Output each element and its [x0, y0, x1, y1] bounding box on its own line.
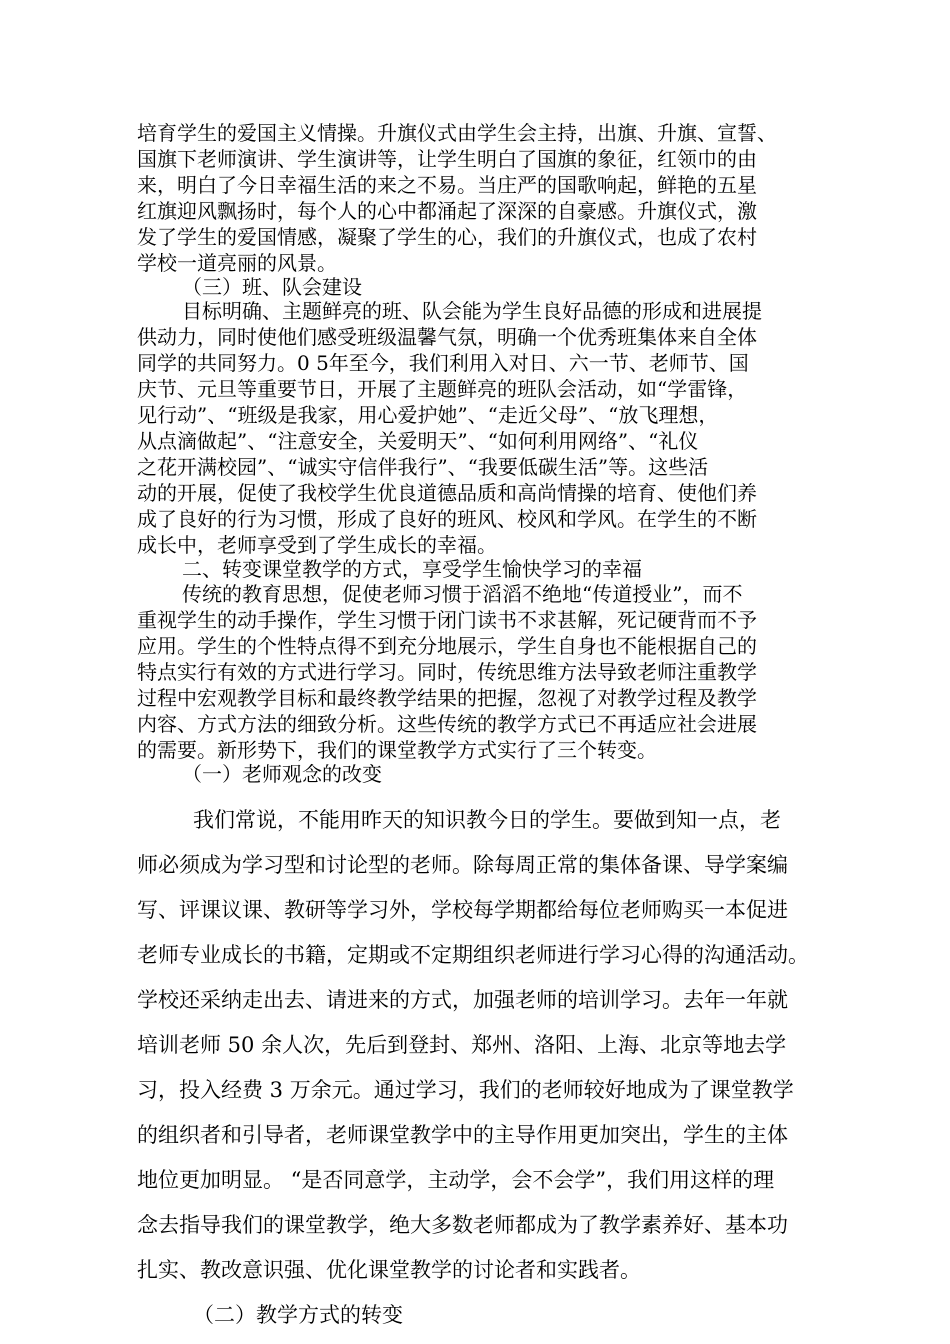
paragraph-line: 发了学生的爱国情感，凝聚了学生的心，我们的升旗仪式，也成了农村	[137, 225, 757, 249]
paragraph-line: 来，明白了今日幸福生活的来之不易。当庄严的国歌响起，鲜艳的五星	[137, 173, 757, 197]
paragraph-line: 供动力，同时使他们感受班级温馨气氛，明确一个优秀班集体来自全体	[137, 325, 757, 349]
paragraph-line: 重视学生的动手操作，学生习惯于闭门读书不求甚解，死记硬背而不予	[137, 608, 757, 632]
paragraph-line: 扎实、教改意识强、优化课堂教学的讨论者和实践者。	[137, 1258, 641, 1282]
paragraph-line: 习，投入经费 3 万余元。通过学习，我们的老师较好地成为了课堂教学	[137, 1078, 794, 1102]
paragraph-line: 过程中宏观教学目标和最终教学结果的把握，忽视了对教学过程及教学	[137, 686, 757, 710]
section-heading: （一）老师观念的改变	[182, 762, 382, 786]
paragraph-line: 特点实行有效的方式进行学习。同时，传统思维方法导致老师注重教学	[137, 660, 757, 684]
paragraph-line: 地位更加明显。 “是否同意学，主动学，会不会学”，我们用这样的理	[137, 1168, 775, 1192]
paragraph-line: 师必须成为学习型和讨论型的老师。除每周正常的集体备课、导学案编	[137, 853, 788, 877]
paragraph-line: 庆节、元旦等重要节日，开展了主题鲜亮的班队会活动，如“学雷锋，	[137, 377, 748, 401]
section-heading: 二、转变课堂教学的方式，享受学生愉快学习的幸福	[182, 557, 642, 581]
paragraph-line: 见行动”、“班级是我家，用心爱护她”、“走近父母”、“放飞理想，	[137, 403, 719, 427]
paragraph-line: 从点滴做起”、“注意安全，关爱明天”、“如何利用网络”、“礼仪	[137, 429, 699, 453]
paragraph-line: 培训老师 50 余人次，先后到登封、郑州、洛阳、上海、北京等地去学	[137, 1033, 787, 1057]
paragraph-line: 的需要。新形势下，我们的课堂教学方式实行了三个转变。	[137, 738, 657, 762]
paragraph-line: 内容、方式方法的细致分析。这些传统的教学方式已不再适应社会进展	[137, 712, 757, 736]
paragraph-line: 同学的共同努力。0 5年至今，我们利用入对日、六一节、老师节、国	[137, 351, 749, 375]
paragraph-line: 我们常说，不能用昨天的知识教今日的学生。要做到知一点，老	[193, 808, 781, 832]
paragraph-line: 写、评课议课、教研等学习外，学校每学期都给每位老师购买一本促进	[137, 898, 788, 922]
paragraph-line: 动的开展，促使了我校学生优良道德品质和高尚情操的培育、使他们养	[137, 481, 757, 505]
paragraph-line: 学校还采纳走出去、请进来的方式，加强老师的培训学习。去年一年就	[137, 988, 788, 1012]
paragraph-line: 学校一道亮丽的风景。	[137, 251, 337, 275]
paragraph-line: 之花开满校园”、“诚实守信伴我行”、“我要低碳生活”等。这些活	[137, 455, 709, 479]
section-heading: （二）教学方式的转变	[193, 1303, 403, 1327]
paragraph-line: 老师专业成长的书籍，定期或不定期组织老师进行学习心得的沟通活动。	[137, 943, 809, 967]
paragraph-line: 传统的教育思想，促使老师习惯于滔滔不绝地“传道授业”，而不	[182, 582, 743, 606]
paragraph-line: 念去指导我们的课堂教学，绝大多数老师都成为了教学素养好、基本功	[137, 1213, 788, 1237]
paragraph-line: 成长中，老师享受到了学生成长的幸福。	[137, 533, 497, 557]
paragraph-line: 红旗迎风飘扬时，每个人的心中都涌起了深深的自豪感。升旗仪式，激	[137, 199, 757, 223]
paragraph-line: 培育学生的爱国主义情操。升旗仪式由学生会主持，出旗、升旗、宣誓、	[137, 121, 777, 145]
paragraph-line: 的组织者和引导者，老师课堂教学中的主导作用更加突出，学生的主体	[137, 1123, 788, 1147]
paragraph-line: 国旗下老师演讲、学生演讲等，让学生明白了国旗的象征，红领巾的由	[137, 147, 757, 171]
paragraph-line: 目标明确、主题鲜亮的班、队会能为学生良好品德的形成和进展提	[182, 299, 762, 323]
section-heading: （三）班、队会建设	[182, 275, 362, 299]
paragraph-line: 应用。学生的个性特点得不到充分地展示，学生自身也不能根据自己的	[137, 634, 757, 658]
paragraph-line: 成了良好的行为习惯，形成了良好的班风、校风和学风。在学生的不断	[137, 507, 757, 531]
